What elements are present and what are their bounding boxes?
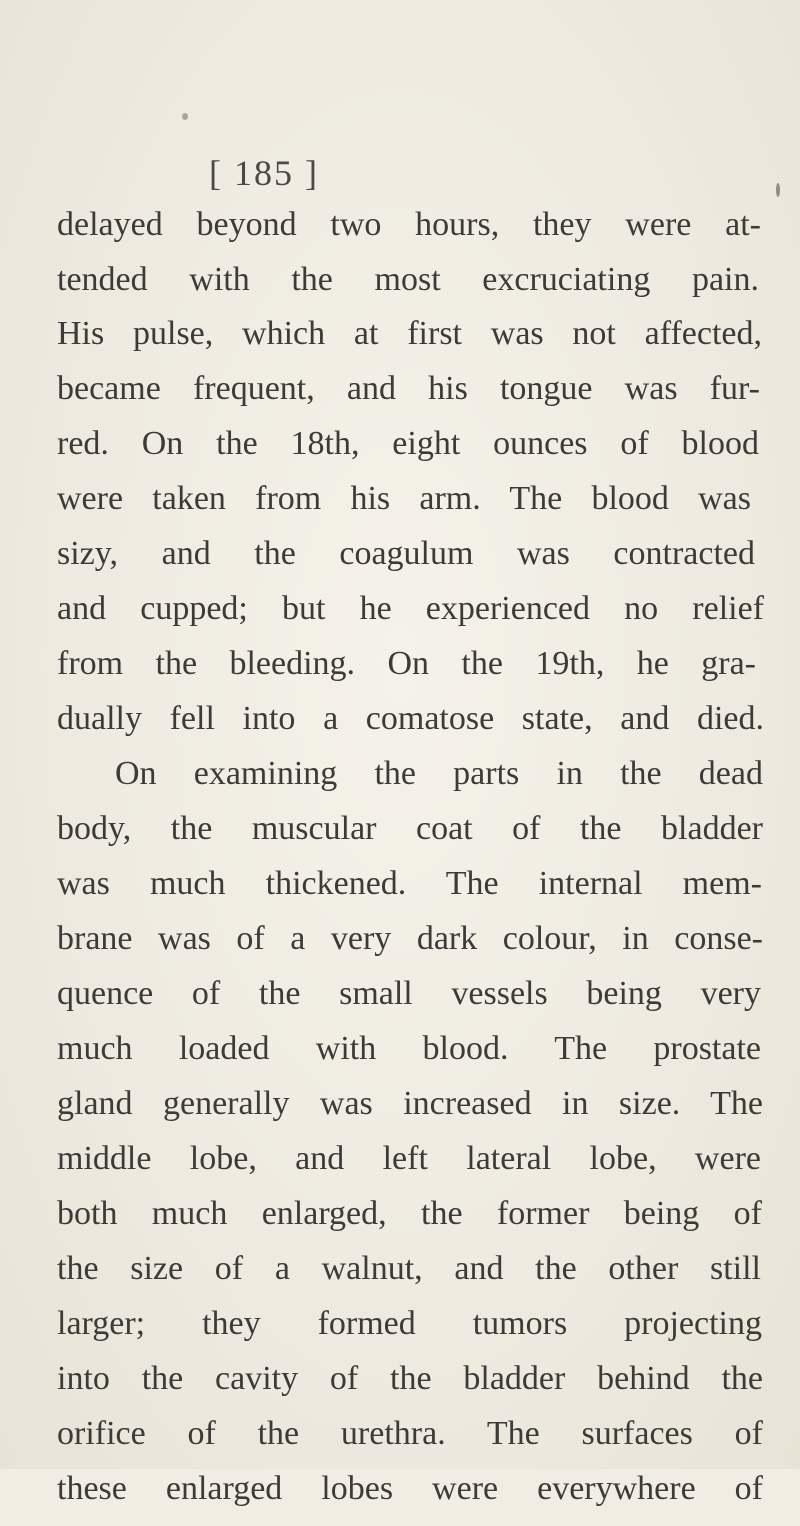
text-line: became frequent, and his tongue was fur- bbox=[57, 370, 760, 407]
text-line: body, the muscular coat of the bladder bbox=[57, 810, 763, 847]
text-line: were taken from his arm. The blood was bbox=[57, 480, 751, 517]
text-line: His pulse, which at first was not affected, bbox=[57, 315, 762, 352]
text-line: larger; they formed tumors projecting bbox=[57, 1305, 762, 1342]
text-line: red. On the 18th, eight ounces of blood bbox=[57, 425, 759, 462]
text-line: tended with the most excruciating pain. bbox=[57, 261, 759, 298]
text-line: orifice of the urethra. The surfaces of bbox=[57, 1415, 763, 1452]
text-line: delayed beyond two hours, they were at- bbox=[57, 206, 761, 243]
text-line: quence of the small vessels being very bbox=[57, 975, 761, 1012]
text-line: into the cavity of the bladder behind the bbox=[57, 1360, 763, 1397]
text-line: brane was of a very dark colour, in conse- bbox=[57, 920, 763, 957]
text-line: dually fell into a comatose state, and died. bbox=[57, 700, 764, 737]
ink-speck bbox=[182, 113, 188, 120]
text-line: much loaded with blood. The prostate bbox=[57, 1030, 761, 1067]
text-line: sizy, and the coagulum was contracted bbox=[57, 535, 755, 572]
text-line: was much thickened. The internal mem- bbox=[57, 865, 762, 902]
text-line: these enlarged lobes were everywhere of bbox=[57, 1470, 763, 1507]
text-line: and cupped; but he experienced no relief bbox=[57, 590, 764, 627]
text-line: On examining the parts in the dead bbox=[115, 755, 763, 792]
text-line: middle lobe, and left lateral lobe, were bbox=[57, 1140, 761, 1177]
text-line: from the bleeding. On the 19th, he gra- bbox=[57, 645, 756, 682]
text-line: both much enlarged, the former being of bbox=[57, 1195, 762, 1232]
text-line: the size of a walnut, and the other still bbox=[57, 1250, 761, 1287]
page-number: [ 185 ] bbox=[209, 153, 319, 193]
ink-speck bbox=[776, 183, 780, 197]
text-line: gland generally was increased in size. The bbox=[57, 1085, 763, 1122]
